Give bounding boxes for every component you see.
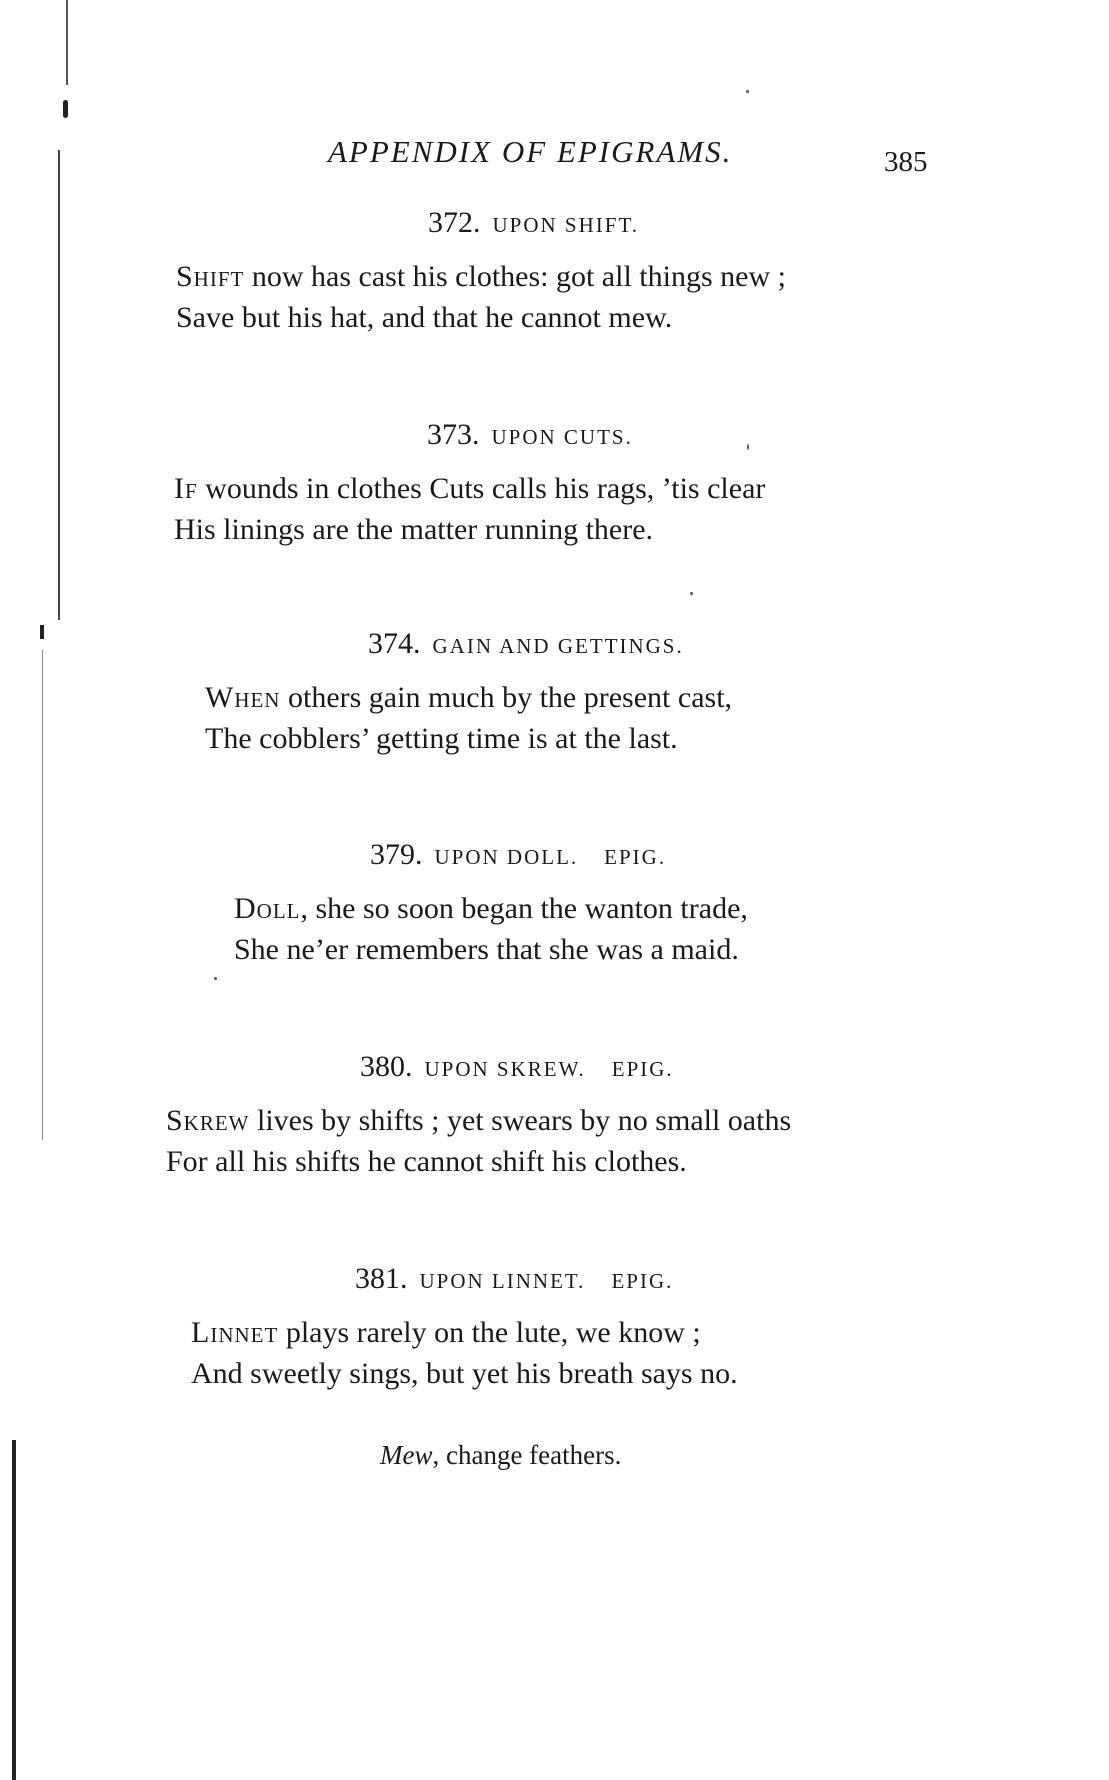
verse-text: wounds in clothes Cuts calls his rags, ’tis clear	[197, 472, 766, 505]
scan-margin-mark	[42, 650, 43, 1140]
footnote-text: , change feathers.	[432, 1440, 622, 1470]
verse-line	[191, 1312, 738, 1353]
scan-margin-mark	[40, 625, 44, 639]
verse-lead-word: Doll	[234, 892, 301, 925]
epigram-verse	[176, 256, 786, 338]
epigram-heading	[360, 1050, 674, 1084]
verse-line	[205, 718, 732, 759]
scan-speck	[690, 592, 693, 595]
verse-line	[191, 1353, 738, 1394]
scan-margin-mark	[12, 1440, 16, 1780]
verse-text: , she so soon began the wanton trade,	[300, 892, 748, 925]
verse-text: plays rarely on the lute, we know ;	[278, 1316, 701, 1349]
scan-margin-mark	[63, 100, 68, 118]
epigram-heading	[368, 627, 684, 661]
scan-speck	[746, 90, 749, 93]
epigram-number: 379.	[370, 838, 423, 871]
verse-line	[205, 677, 732, 718]
epigram-heading	[427, 418, 633, 452]
epigram-title: UPON SHIFT.	[492, 213, 639, 237]
epigram-tag: EPIG.	[611, 1269, 674, 1293]
verse-lead-word: Linnet	[191, 1316, 279, 1349]
verse-text: His linings are the matter running there.	[174, 513, 654, 546]
epigram-verse	[205, 677, 732, 759]
scan-speck	[747, 444, 749, 450]
epigram-title: UPON LINNET.	[419, 1269, 586, 1293]
epigram-number: 372.	[428, 206, 481, 239]
verse-text: She ne’er remembers that she was a maid.	[234, 933, 739, 966]
verse-text: others gain much by the present cast,	[280, 681, 733, 714]
verse-text: now has cast his clothes: got all things new ;	[244, 260, 786, 293]
verse-line	[174, 468, 765, 509]
verse-text: For all his shifts he cannot shift his clothes.	[166, 1145, 687, 1178]
epigram-number: 381.	[355, 1262, 408, 1295]
scan-margin-mark	[66, 0, 68, 85]
footnote-term: Mew	[380, 1440, 433, 1470]
verse-lead-word: If	[174, 472, 198, 505]
verse-line	[176, 256, 786, 297]
verse-text: lives by shifts ; yet swears by no small oaths	[249, 1104, 792, 1137]
epigram-heading	[355, 1262, 673, 1296]
epigram-verse	[234, 888, 748, 970]
epigram-number: 373.	[427, 418, 480, 451]
verse-text: And sweetly sings, but yet his breath says no.	[191, 1357, 738, 1390]
scan-margin-mark	[58, 150, 60, 620]
page-number: 385	[884, 146, 928, 178]
epigram-verse	[174, 468, 765, 550]
epigram-heading	[428, 206, 639, 240]
epigram-title: UPON DOLL.	[434, 845, 579, 869]
epigram-heading	[370, 838, 666, 872]
verse-text: The cobblers’ getting time is at the last.	[205, 722, 678, 755]
verse-lead-word: When	[205, 681, 281, 714]
verse-line	[166, 1100, 791, 1141]
epigram-title: UPON SKREW.	[424, 1057, 586, 1081]
verse-line	[234, 888, 748, 929]
verse-lead-word: Skrew	[166, 1104, 250, 1137]
footnote	[380, 1440, 621, 1471]
epigram-title: GAIN AND GETTINGS.	[432, 634, 684, 658]
running-header-title: APPENDIX OF EPIGRAMS.	[328, 134, 733, 169]
epigram-number: 380.	[360, 1050, 413, 1083]
epigram-title: UPON CUTS.	[491, 425, 633, 449]
scan-speck	[214, 977, 217, 980]
epigram-verse	[166, 1100, 791, 1182]
verse-line	[166, 1141, 791, 1182]
verse-lead-word: Shift	[176, 260, 245, 293]
epigram-verse	[191, 1312, 738, 1394]
verse-text: Save but his hat, and that he cannot mew.	[176, 301, 673, 334]
epigram-number: 374.	[368, 627, 421, 660]
verse-line	[174, 509, 765, 550]
verse-line	[176, 297, 786, 338]
verse-line	[234, 929, 748, 970]
epigram-tag: EPIG.	[604, 845, 667, 869]
epigram-tag: EPIG.	[611, 1057, 674, 1081]
